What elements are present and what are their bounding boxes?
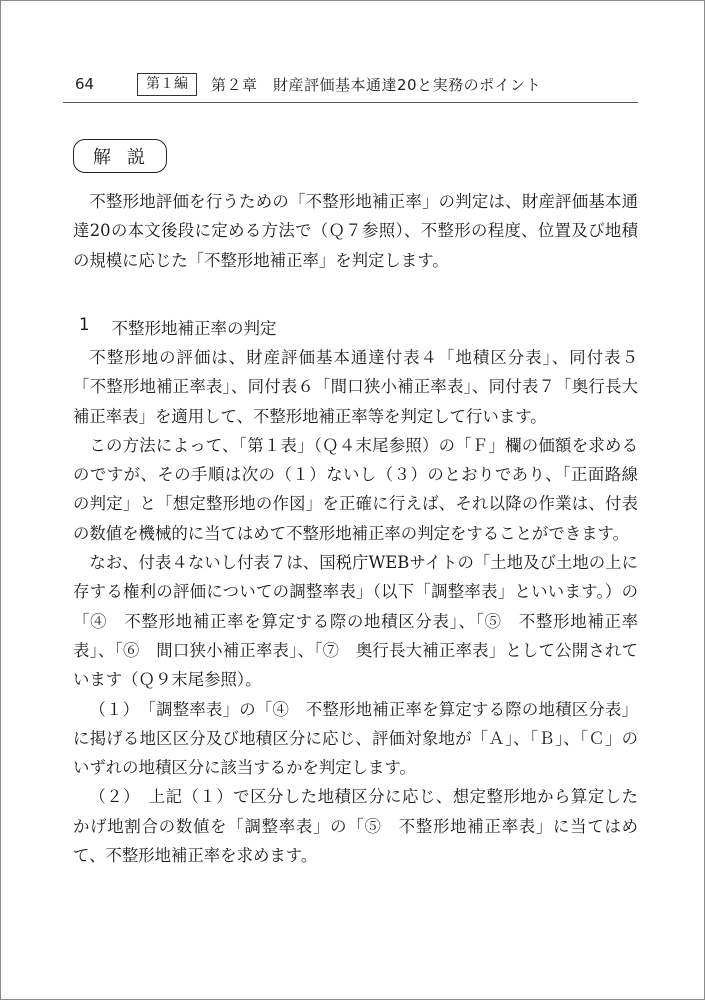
- paragraph: （１） 「調整率表」の「④ 不整形地補正率を算定する際の地積区分表」に掲げる地区区分及び地積区分に応じ、評価対象地が「Ａ」、「Ｂ」、「Ｃ」のいずれの地積区分に該当するかを判定します。: [73, 699, 638, 778]
- paragraph: この方法によって、「第１表」（Ｑ４末尾参照）の「Ｆ」欄の価額を求めるのですが、その手順は次の（１）ないし（３）のとおりであり、「正面路線の判定」と「想定整形地の作図」を正確に行えば、それ以降の作業は、付表の数値を機械的に当てはめて不整形地補正率の判定をすることができます。: [73, 435, 638, 543]
- paragraph: なお、付表４ないし付表７は、国税庁WEBサイトの「土地及び土地の上に存する権利の評価についての調整率表」（以下「調整率表」といいます。）の「④ 不整形地補正率を算定する際の地積区分表」、「⑤ 不整形地補正率表」、「⑥ 間口狭小補正率表」、「⑦ 奥行長大補正率表」として公開されています（Ｑ９末尾参照）。: [73, 553, 638, 690]
- paragraph: （２） 上記（１）で区分した地積区分に応じ、想定整形地から算定したかげ地割合の数値を「調整率表」の「⑤ 不整形地補正率表」に当てはめて、不整形地補正率を求めます。: [73, 787, 638, 866]
- header-divider: [63, 102, 638, 103]
- section-label-box: [73, 139, 167, 173]
- paragraph: 不整形地の評価は、財産評価基本通達付表４「地積区分表」、同付表５「不整形地補正率表」、同付表６「間口狭小補正率表」、同付表７「奥行長大補正率表」を適用して、不整形地補正率等を判定して行います。: [73, 348, 638, 426]
- intro-block: [73, 187, 638, 275]
- heading-title: 不整形地補正率の判定: [111, 319, 277, 338]
- chapter-title: 第２章 財産評価基本通達20と実務のポイント: [211, 75, 542, 94]
- heading-number: 1: [79, 315, 90, 334]
- section-heading: [79, 315, 277, 339]
- volume-label: 第１編: [137, 73, 197, 96]
- main-text: [73, 343, 638, 870]
- intro-paragraph: 不整形地評価を行うための「不整形地補正率」の判定は、財産評価基本通達20の本文後段に定める方法で（Ｑ７参照）、不整形の程度、位置及び地積の規模に応じた「不整形地補正率」を判定します。: [73, 192, 638, 270]
- running-header: [63, 69, 638, 99]
- section-label: 解説: [93, 147, 161, 168]
- page-number: 64: [75, 75, 95, 93]
